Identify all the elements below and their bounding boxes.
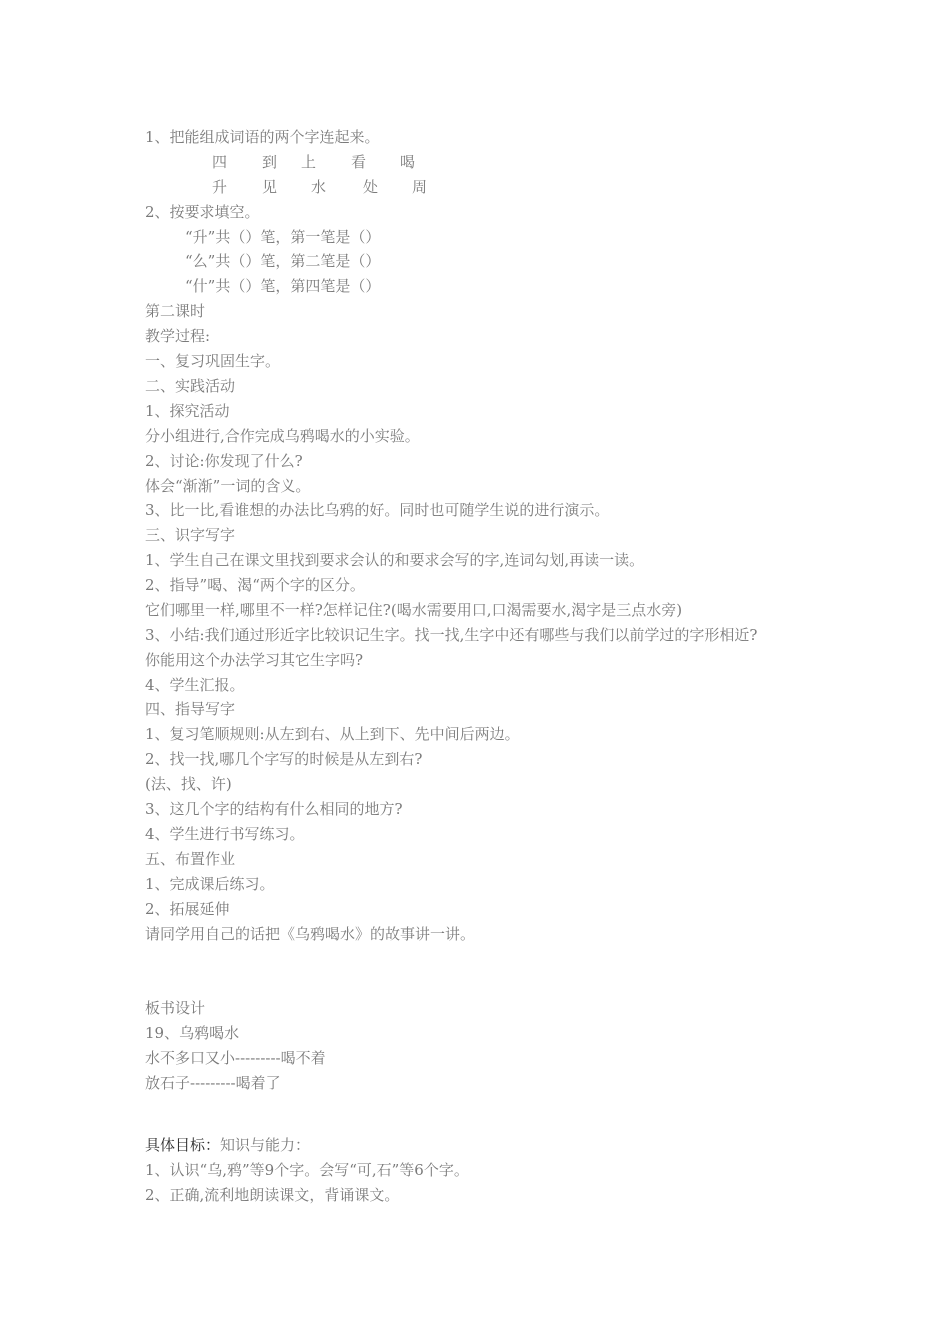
- text-line: 4、学生汇报。: [145, 676, 245, 694]
- text-line: 请同学用自己的话把《乌鸦喝水》的故事讲一讲。: [145, 925, 476, 943]
- text-line: 2、找一找,哪几个字写的时候是从左到右?: [145, 750, 423, 768]
- char-item: 看: [351, 153, 367, 171]
- text-line: 3、小结:我们通过形近字比较识记生字。找一找,生字中还有哪些与我们以前学过的字形相近?: [145, 626, 758, 644]
- board-heading: 板书设计: [145, 999, 206, 1017]
- board-line: 放石子---------喝着了: [145, 1074, 281, 1092]
- text-line: 2、拓展延伸: [145, 900, 230, 918]
- board-line: 水不多口又小---------喝不着: [145, 1049, 326, 1067]
- fill-blank-3: “什”共（）笔，第四笔是（）: [185, 277, 381, 295]
- text-line: 体会“渐渐”一词的含义。: [145, 477, 311, 495]
- text-line: 它们哪里一样,哪里不一样?怎样记住?(喝水需要用口,口渴需要水,渴字是三点水旁): [145, 601, 683, 619]
- goals-heading-rest: 知识与能力：: [220, 1136, 311, 1154]
- lesson-heading: 第二课时: [145, 302, 206, 320]
- text-line: 2、讨论:你发现了什么?: [145, 452, 303, 470]
- text-line: 3、这几个字的结构有什么相同的地方?: [145, 800, 403, 818]
- text-line: 四、指导写字: [145, 700, 236, 718]
- text-line: 一、复习巩固生字。: [145, 352, 281, 370]
- char-item: 喝: [400, 153, 416, 171]
- text-line: 3、比一比,看谁想的办法比乌鸦的好。同时也可随学生说的进行演示。: [145, 501, 610, 519]
- char-item: 周: [412, 178, 428, 196]
- text-line: 1、完成课后练习。: [145, 875, 275, 893]
- goals-label: 具体目标：: [145, 1136, 221, 1154]
- text-line: 五、布置作业: [145, 850, 236, 868]
- char-item: 水: [311, 178, 327, 196]
- text-line: (法、找、许): [145, 775, 232, 793]
- char-item: 升: [212, 178, 228, 196]
- fill-blank-2: “么”共（）笔，第二笔是（）: [185, 252, 381, 270]
- text-line: 2、指导”喝、渴“两个字的区分。: [145, 576, 365, 594]
- text-line: 1、学生自己在课文里找到要求会认的和要求会写的字,连词勾划,再读一读。: [145, 551, 645, 569]
- char-item: 四: [212, 153, 228, 171]
- text-line: 你能用这个办法学习其它生字吗?: [145, 651, 364, 669]
- exercise-2-title: 2、按要求填空。: [145, 203, 260, 221]
- goals-heading: [145, 1135, 310, 1155]
- exercise-1-title: 1、把能组成词语的两个字连起来。: [145, 128, 380, 146]
- goals-item: 2、正确,流利地朗读课文，背诵课文。: [145, 1186, 400, 1204]
- char-item: 到: [262, 153, 278, 171]
- text-line: 三、识字写字: [145, 526, 236, 544]
- board-title: 19、乌鸦喝水: [145, 1024, 240, 1042]
- text-line: 1、复习笔顺规则:从左到右、从上到下、先中间后两边。: [145, 725, 520, 743]
- char-item: 处: [363, 178, 379, 196]
- goals-item: 1、认识“乌,鸦”等9个字。会写“可,石”等6个字。: [145, 1161, 469, 1179]
- text-line: 4、学生进行书写练习。: [145, 825, 305, 843]
- text-line: 教学过程:: [145, 327, 211, 345]
- char-item: 见: [262, 178, 278, 196]
- text-line: 二、实践活动: [145, 377, 236, 395]
- char-item: 上: [301, 153, 317, 171]
- text-line: 1、探究活动: [145, 402, 230, 420]
- fill-blank-1: “升”共（）笔，第一笔是（）: [185, 228, 381, 246]
- text-line: 分小组进行,合作完成乌鸦喝水的小实验。: [145, 427, 420, 445]
